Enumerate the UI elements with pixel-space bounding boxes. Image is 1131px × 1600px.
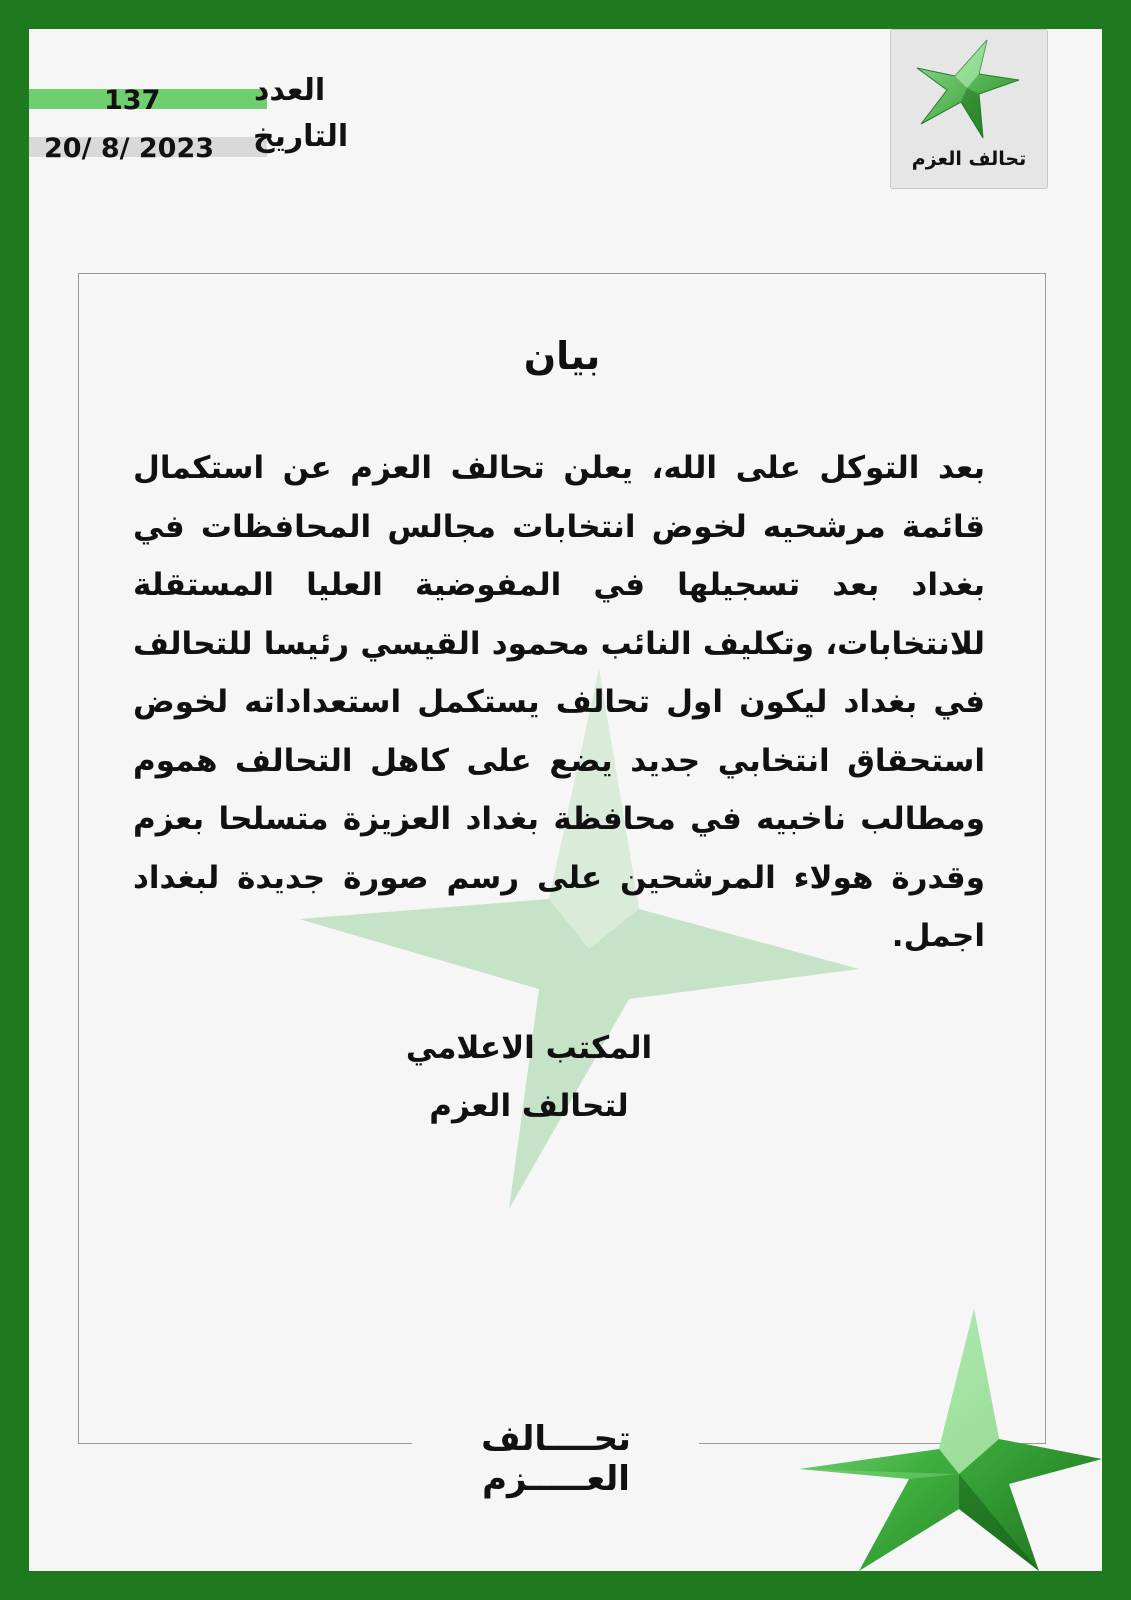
- green-star-icon: [909, 38, 1029, 148]
- issue-number-label: العدد: [254, 73, 326, 108]
- letterhead-page: [29, 29, 1102, 1571]
- date-label: التاريخ: [253, 119, 349, 154]
- logo: [890, 29, 1048, 189]
- signature-line-2: لتحالف العزم: [429, 1088, 629, 1124]
- frame-divider-left: [78, 1443, 412, 1444]
- issue-number-value: 137: [104, 85, 161, 116]
- signature-line-1: المكتب الاعلامي: [405, 1030, 653, 1066]
- signature: [329, 1019, 729, 1135]
- statement-body: بعد التوكل على الله، يعلن تحالف العزم عن استكمال قائمة مرشحيه لخوض انتخابات مجالس المحافظات في بغداد بعد تسجيلها في المفوضية العليا المستقلة للانتخابات، وتكليف النائب محمود القيسي رئيسا للتحالف في بغداد ليكون اول تحالف يستكمل استعداداته لخوض استحقاق انتخابي جديد يضع على كاهل التحالف هموم ومطالب ناخبيه في محافظة بغداد العزيزة متسلحا بعزم وقدرة هولاء المرشحين على رسم صورة جديدة لبغداد اجمل.: [133, 450, 985, 954]
- footer-brand: تحــــالف العـــــزم: [481, 1419, 631, 1499]
- logo-text: تحالف العزم: [911, 148, 1027, 170]
- corner-star-icon: [799, 1309, 1102, 1571]
- statement-title: بيان: [523, 334, 601, 378]
- date-value: 20/ 8/ 2023: [44, 133, 215, 164]
